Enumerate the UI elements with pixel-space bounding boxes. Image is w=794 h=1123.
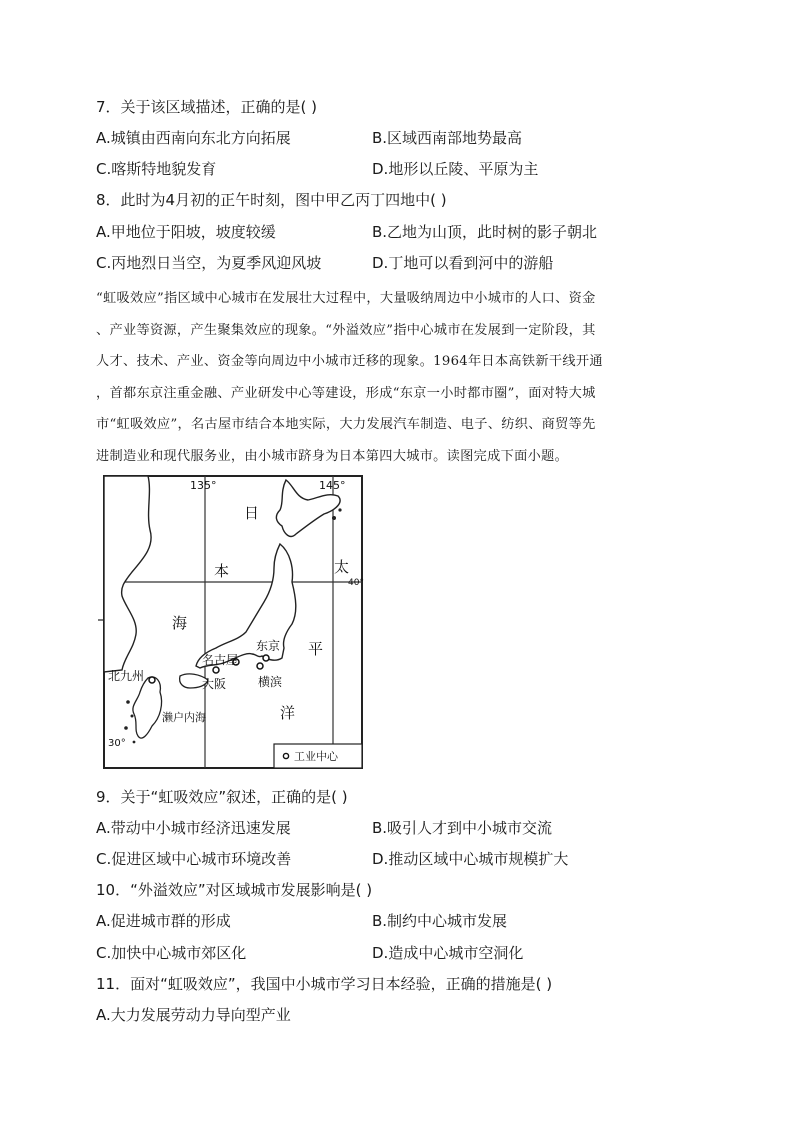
- japan-map: [98, 472, 368, 772]
- q10-option-d: D.造成中心城市空洞化: [372, 944, 524, 962]
- lat-30-label: 30°: [108, 738, 126, 749]
- q10-stem: 10．“外溢效应”对区域城市发展影响是( ): [96, 881, 373, 899]
- q7-option-c: C.喀斯特地貌发育: [96, 160, 217, 178]
- city-dot-osaka: [213, 667, 219, 673]
- q9-option-c: C.促进区域中心城市环境改善: [96, 850, 292, 868]
- setonaikai-label: 濑户内海: [162, 711, 206, 724]
- pacific-char: 平: [308, 640, 324, 658]
- island: [133, 741, 136, 744]
- island: [338, 508, 341, 511]
- passage-line: 进制造业和现代服务业，由小城市跻身为日本第四大城市。读图完成下面小题。: [96, 448, 569, 464]
- sea-japan-char: 本: [214, 562, 230, 580]
- pacific-char: 洋: [280, 704, 296, 722]
- passage-line: 、产业等资源，产生聚集效应的现象。“外溢效应”指中心城市在发展到一定阶段，其: [96, 322, 596, 338]
- q8-option-d: D.丁地可以看到河中的游船: [372, 254, 554, 272]
- passage-line: 市“虹吸效应”，名古屋市结合本地实际，大力发展汽车制造、电子、纺织、商贸等先: [96, 417, 596, 432]
- reading-passage: [96, 283, 696, 472]
- lon-145-label: 145°: [319, 479, 346, 492]
- q11-stem: 11．面对“虹吸效应”，我国中小城市学习日本经验，正确的措施是( ): [96, 975, 553, 993]
- q7-stem: 7．关于该区域描述，正确的是( ): [96, 98, 318, 116]
- q8-option-a: A.甲地位于阳坡，坡度较缓: [96, 223, 276, 241]
- legend-label: 工业中心: [294, 750, 338, 763]
- island: [124, 726, 128, 730]
- passage-line: ，首都东京注重金融、产业研发中心等建设，形成“东京一小时都市圈”，面对特大城: [96, 385, 596, 401]
- island: [131, 715, 134, 718]
- q7-option-b: B.区域西南部地势最高: [372, 129, 523, 147]
- city-dot-kitakyushu: [149, 677, 155, 683]
- q8-stem: 8．此时为4月初的正午时刻，图中甲乙丙丁四地中( ): [96, 191, 447, 209]
- q9-option-a: A.带动中小城市经济迅速发展: [96, 819, 291, 837]
- q9-option-d: D.推动区域中心城市规模扩大: [372, 850, 569, 868]
- sea-japan-char: 海: [172, 614, 188, 632]
- city-tokyo: 东京: [256, 639, 281, 653]
- sea-japan-char: 日: [244, 504, 260, 522]
- legend-dot-icon: [283, 753, 288, 758]
- q8-option-b: B.乙地为山顶，此时树的影子朝北: [372, 223, 598, 241]
- q7-option-d: D.地形以丘陵、平原为主: [372, 160, 539, 178]
- passage-line: 人才、技术、产业、资金等向周边中小城市迁移的现象。1964年日本高铁新干线开通: [96, 354, 603, 369]
- q9-option-b: B.吸引人才到中小城市交流: [372, 819, 553, 837]
- q8-option-c: C.丙地烈日当空，为夏季风迎风坡: [96, 254, 322, 272]
- q9-stem: 9．关于“虹吸效应”叙述，正确的是( ): [96, 788, 348, 806]
- city-nagoya: 名古屋: [202, 653, 239, 667]
- city-dot-tokyo: [263, 655, 269, 661]
- q11-option-a: A.大力发展劳动力导向型产业: [96, 1006, 291, 1024]
- city-osaka: 大阪: [202, 677, 227, 691]
- pacific-char: 太: [334, 558, 350, 576]
- island: [332, 516, 336, 520]
- q10-option-b: B.制约中心城市发展: [372, 912, 508, 930]
- island: [126, 700, 130, 704]
- city-kitakyushu: 北九州: [108, 669, 145, 683]
- q7-option-a: A.城镇由西南向东北方向拓展: [96, 129, 291, 147]
- q10-option-a: A.促进城市群的形成: [96, 912, 231, 930]
- q10-option-c: C.加快中心城市郊区化: [96, 944, 247, 962]
- city-yokohama: 横滨: [258, 675, 283, 689]
- city-dot-yokohama: [257, 663, 263, 669]
- lat-40-label: 40°: [348, 578, 364, 588]
- lon-135-label: 135°: [190, 479, 217, 492]
- passage-line: “虹吸效应”指区域中心城市在发展壮大过程中，大量吸纳周边中小城市的人口、资金: [96, 291, 596, 306]
